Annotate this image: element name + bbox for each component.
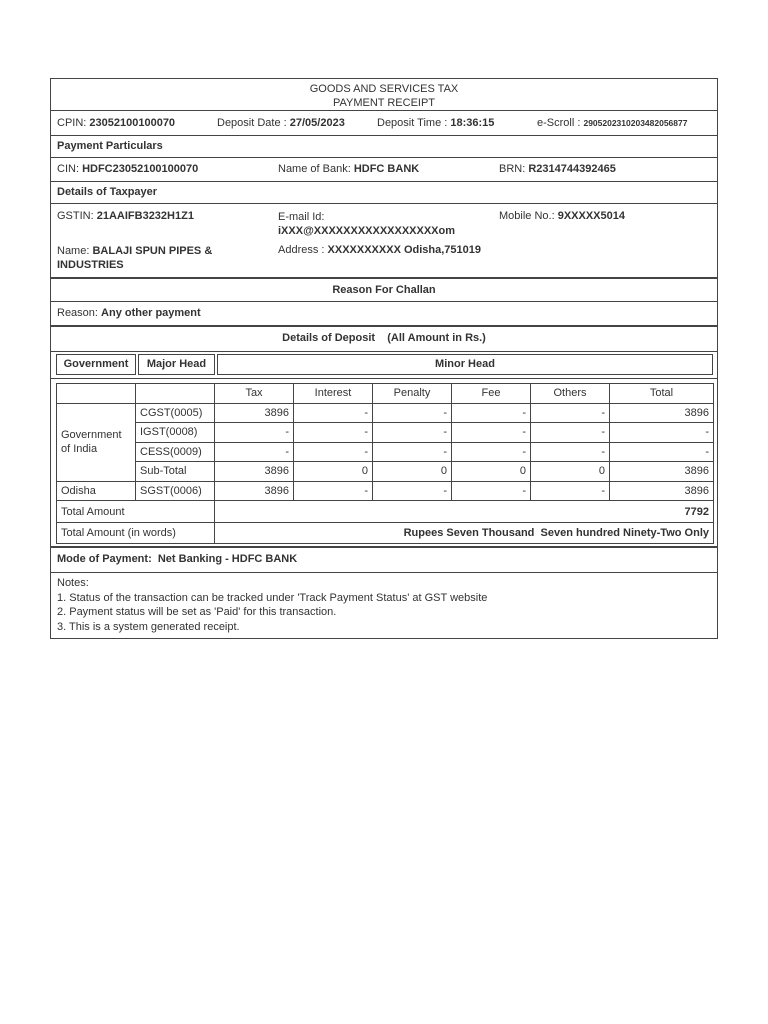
total-words-label: Total Amount (in words) [57, 523, 215, 544]
deposit-header-row [51, 351, 717, 379]
cpin: CPIN: 23052100100070 [57, 117, 176, 129]
table-row: IGST(0008) - - - - - - [57, 423, 714, 443]
title-line-1: GOODS AND SERVICES TAX [309, 83, 459, 95]
col-interest: Interest [294, 384, 373, 404]
col-minor-head: Minor Head [217, 354, 713, 375]
payment-mode-row [51, 548, 717, 573]
note-item: 1. Status of the transaction can be tracked under 'Track Payment Status' at GST website [57, 591, 488, 604]
address: Address : XXXXXXXXXX Odisha,751019 [278, 244, 482, 256]
col-others: Others [531, 384, 610, 404]
col-penalty: Penalty [373, 384, 452, 404]
deposit-time: Deposit Time : 18:36:15 [377, 117, 495, 129]
bank-name: Name of Bank: HDFC BANK [278, 163, 420, 175]
note-item: 3. This is a system generated receipt. [57, 620, 240, 633]
col-total: Total [610, 384, 714, 404]
mobile: Mobile No.: 9XXXXX5014 [499, 210, 625, 222]
deposit-date: Deposit Date : 27/05/2023 [217, 117, 345, 129]
table-row: Sub-Total 3896 0 0 0 0 3896 [57, 462, 714, 482]
table-row: Government of India CGST(0005) 3896 - - - - 3896 [57, 403, 714, 423]
total-row [57, 501, 714, 523]
odisha-cell: Odisha [57, 481, 136, 501]
deposit-table-section [51, 379, 717, 548]
taxpayer-name: Name: BALAJI SPUN PIPES & INDUSTRIES [57, 245, 213, 271]
col-tax: Tax [215, 384, 294, 404]
taxpayer-heading: Details of Taxpayer [51, 182, 717, 204]
cpin-row [51, 111, 717, 136]
total-amount-label: Total Amount [57, 501, 215, 523]
payment-mode-value: Net Banking - HDFC BANK [157, 553, 298, 565]
brn: BRN: R2314744392465 [499, 163, 616, 175]
note-item: 2. Payment status will be set as 'Paid' for this transaction. [57, 606, 337, 618]
table-row [57, 384, 714, 404]
payment-receipt [50, 78, 718, 639]
total-amount-value: 7792 [215, 501, 714, 523]
col-fee: Fee [452, 384, 531, 404]
payment-mode-label: Mode of Payment: [57, 553, 152, 565]
reason-row: Reason: Any other payment [51, 302, 717, 327]
reason-value: Any other payment [101, 307, 201, 319]
deposit-table [56, 383, 714, 544]
table-row: Odisha SGST(0006) 3896 - - - - 3896 [57, 481, 714, 501]
gstin: GSTIN: 21AAIFB3232H1Z1 [57, 210, 194, 222]
col-major-head: Major Head [138, 354, 215, 375]
receipt-title [51, 79, 717, 111]
total-words-row [57, 523, 714, 544]
taxpayer-details [51, 204, 717, 279]
email: E-mail Id: iXXX@XXXXXXXXXXXXXXXXXom [278, 211, 456, 237]
payment-particulars-row [51, 158, 717, 182]
e-scroll: e-Scroll : 29052023102034820568​77 [537, 117, 688, 129]
total-words-value: Rupees Seven Thousand Seven hundred Ninety-Two Only [215, 523, 714, 544]
notes-section [51, 573, 717, 638]
col-government: Government [56, 354, 136, 375]
challan-heading: Reason For Challan [51, 279, 717, 302]
table-row: CESS(0009) - - - - - - [57, 442, 714, 462]
gov-india-cell: Government of India [57, 403, 136, 481]
cin: CIN: HDFC23052100100070 [57, 163, 199, 175]
notes-title: Notes: [57, 577, 89, 589]
payment-particulars-heading: Payment Particulars [51, 136, 717, 158]
deposit-heading: Details of Deposit (All Amount in Rs.) [282, 332, 486, 344]
title-line-2: PAYMENT RECEIPT [332, 97, 436, 109]
